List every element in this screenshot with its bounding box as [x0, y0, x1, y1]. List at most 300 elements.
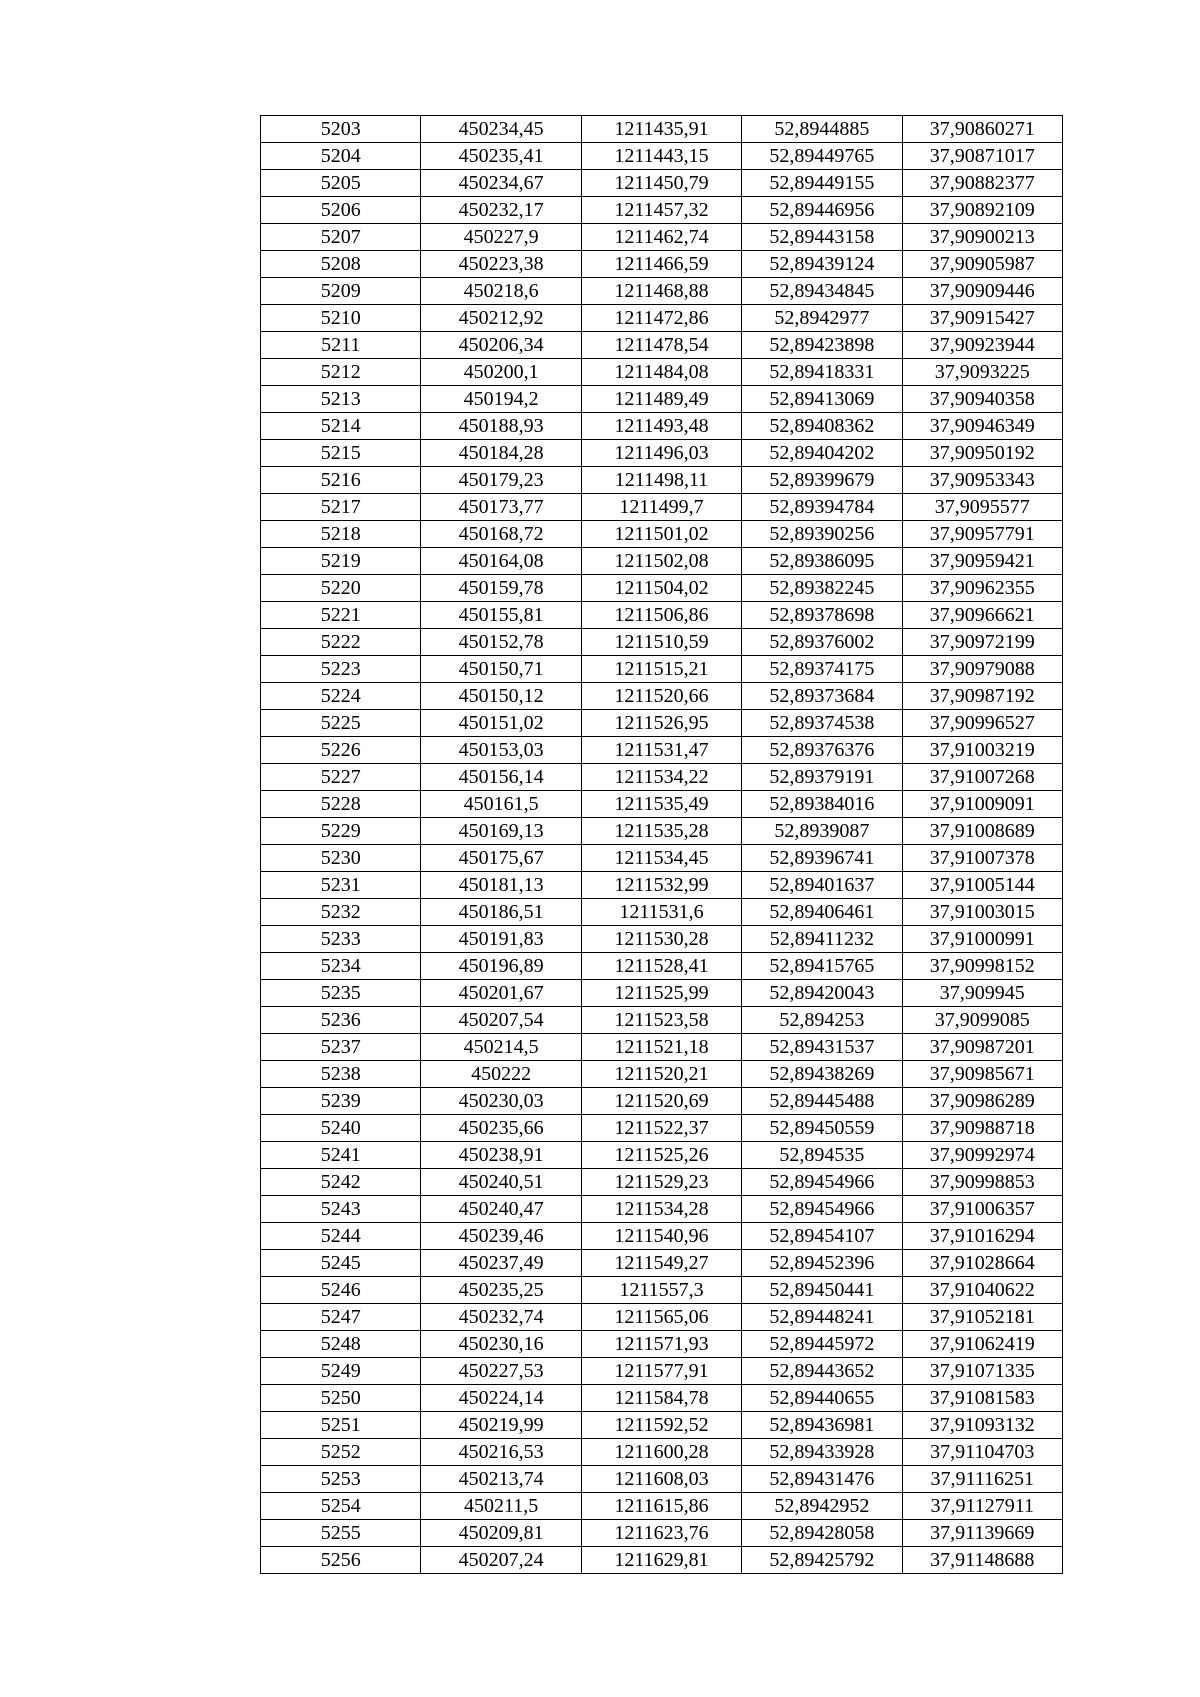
y-coordinate-cell: 1211443,15	[581, 143, 741, 170]
point-number-cell: 5245	[261, 1250, 421, 1277]
y-coordinate-cell: 1211510,59	[581, 629, 741, 656]
latitude-cell: 52,89431476	[742, 1466, 902, 1493]
latitude-cell: 52,89373684	[742, 683, 902, 710]
table-row	[261, 737, 1063, 764]
point-number-cell: 5204	[261, 143, 421, 170]
x-coordinate-cell: 450239,46	[421, 1223, 581, 1250]
x-coordinate-cell: 450159,78	[421, 575, 581, 602]
longitude-cell: 37,91040622	[902, 1277, 1062, 1304]
y-coordinate-cell: 1211549,27	[581, 1250, 741, 1277]
x-coordinate-cell: 450230,16	[421, 1331, 581, 1358]
point-number-cell: 5223	[261, 656, 421, 683]
y-coordinate-cell: 1211493,48	[581, 413, 741, 440]
longitude-cell: 37,91081583	[902, 1385, 1062, 1412]
longitude-cell: 37,91093132	[902, 1412, 1062, 1439]
longitude-cell: 37,91062419	[902, 1331, 1062, 1358]
table-row	[261, 170, 1063, 197]
latitude-cell: 52,89439124	[742, 251, 902, 278]
table-row	[261, 1520, 1063, 1547]
y-coordinate-cell: 1211435,91	[581, 116, 741, 143]
table-row	[261, 467, 1063, 494]
point-number-cell: 5218	[261, 521, 421, 548]
table-row	[261, 143, 1063, 170]
longitude-cell: 37,90962355	[902, 575, 1062, 602]
latitude-cell: 52,89423898	[742, 332, 902, 359]
table-row	[261, 980, 1063, 1007]
x-coordinate-cell: 450181,13	[421, 872, 581, 899]
longitude-cell: 37,90882377	[902, 170, 1062, 197]
latitude-cell: 52,894253	[742, 1007, 902, 1034]
y-coordinate-cell: 1211450,79	[581, 170, 741, 197]
x-coordinate-cell: 450150,71	[421, 656, 581, 683]
y-coordinate-cell: 1211523,58	[581, 1007, 741, 1034]
point-number-cell: 5203	[261, 116, 421, 143]
table-row	[261, 413, 1063, 440]
y-coordinate-cell: 1211531,47	[581, 737, 741, 764]
point-number-cell: 5210	[261, 305, 421, 332]
table-row	[261, 1331, 1063, 1358]
y-coordinate-cell: 1211466,59	[581, 251, 741, 278]
y-coordinate-cell: 1211532,99	[581, 872, 741, 899]
point-number-cell: 5249	[261, 1358, 421, 1385]
y-coordinate-cell: 1211496,03	[581, 440, 741, 467]
point-number-cell: 5217	[261, 494, 421, 521]
longitude-cell: 37,9095577	[902, 494, 1062, 521]
table-row	[261, 845, 1063, 872]
latitude-cell: 52,89443652	[742, 1358, 902, 1385]
x-coordinate-cell: 450232,74	[421, 1304, 581, 1331]
latitude-cell: 52,8942952	[742, 1493, 902, 1520]
longitude-cell: 37,90985671	[902, 1061, 1062, 1088]
longitude-cell: 37,91006357	[902, 1196, 1062, 1223]
y-coordinate-cell: 1211489,49	[581, 386, 741, 413]
y-coordinate-cell: 1211515,21	[581, 656, 741, 683]
y-coordinate-cell: 1211506,86	[581, 602, 741, 629]
x-coordinate-cell: 450155,81	[421, 602, 581, 629]
x-coordinate-cell: 450186,51	[421, 899, 581, 926]
latitude-cell: 52,89450559	[742, 1115, 902, 1142]
table-row	[261, 953, 1063, 980]
x-coordinate-cell: 450219,99	[421, 1412, 581, 1439]
table-row	[261, 548, 1063, 575]
longitude-cell: 37,90915427	[902, 305, 1062, 332]
x-coordinate-cell: 450194,2	[421, 386, 581, 413]
table-row	[261, 710, 1063, 737]
longitude-cell: 37,90992974	[902, 1142, 1062, 1169]
point-number-cell: 5247	[261, 1304, 421, 1331]
table-row	[261, 629, 1063, 656]
y-coordinate-cell: 1211520,66	[581, 683, 741, 710]
latitude-cell: 52,89415765	[742, 953, 902, 980]
table-row	[261, 818, 1063, 845]
latitude-cell: 52,89384016	[742, 791, 902, 818]
latitude-cell: 52,89446956	[742, 197, 902, 224]
longitude-cell: 37,91139669	[902, 1520, 1062, 1547]
latitude-cell: 52,89379191	[742, 764, 902, 791]
point-number-cell: 5213	[261, 386, 421, 413]
x-coordinate-cell: 450200,1	[421, 359, 581, 386]
table-row	[261, 1196, 1063, 1223]
point-number-cell: 5209	[261, 278, 421, 305]
longitude-cell: 37,90959421	[902, 548, 1062, 575]
latitude-cell: 52,89428058	[742, 1520, 902, 1547]
x-coordinate-cell: 450240,47	[421, 1196, 581, 1223]
latitude-cell: 52,89399679	[742, 467, 902, 494]
y-coordinate-cell: 1211540,96	[581, 1223, 741, 1250]
point-number-cell: 5229	[261, 818, 421, 845]
latitude-cell: 52,8939087	[742, 818, 902, 845]
point-number-cell: 5220	[261, 575, 421, 602]
longitude-cell: 37,91003015	[902, 899, 1062, 926]
longitude-cell: 37,90996527	[902, 710, 1062, 737]
point-number-cell: 5224	[261, 683, 421, 710]
point-number-cell: 5252	[261, 1439, 421, 1466]
x-coordinate-cell: 450227,9	[421, 224, 581, 251]
latitude-cell: 52,89418331	[742, 359, 902, 386]
latitude-cell: 52,89448241	[742, 1304, 902, 1331]
latitude-cell: 52,89374538	[742, 710, 902, 737]
y-coordinate-cell: 1211502,08	[581, 548, 741, 575]
point-number-cell: 5221	[261, 602, 421, 629]
x-coordinate-cell: 450209,81	[421, 1520, 581, 1547]
longitude-cell: 37,90950192	[902, 440, 1062, 467]
y-coordinate-cell: 1211499,7	[581, 494, 741, 521]
latitude-cell: 52,89408362	[742, 413, 902, 440]
x-coordinate-cell: 450164,08	[421, 548, 581, 575]
point-number-cell: 5246	[261, 1277, 421, 1304]
table-row	[261, 386, 1063, 413]
latitude-cell: 52,89436981	[742, 1412, 902, 1439]
x-coordinate-cell: 450213,74	[421, 1466, 581, 1493]
y-coordinate-cell: 1211629,81	[581, 1547, 741, 1574]
point-number-cell: 5251	[261, 1412, 421, 1439]
latitude-cell: 52,89434845	[742, 278, 902, 305]
latitude-cell: 52,89454966	[742, 1196, 902, 1223]
y-coordinate-cell: 1211504,02	[581, 575, 741, 602]
x-coordinate-cell: 450173,77	[421, 494, 581, 521]
y-coordinate-cell: 1211535,28	[581, 818, 741, 845]
longitude-cell: 37,91003219	[902, 737, 1062, 764]
longitude-cell: 37,91009091	[902, 791, 1062, 818]
y-coordinate-cell: 1211526,95	[581, 710, 741, 737]
longitude-cell: 37,90972199	[902, 629, 1062, 656]
table-row	[261, 656, 1063, 683]
x-coordinate-cell: 450211,5	[421, 1493, 581, 1520]
latitude-cell: 52,89390256	[742, 521, 902, 548]
x-coordinate-cell: 450191,83	[421, 926, 581, 953]
longitude-cell: 37,91116251	[902, 1466, 1062, 1493]
table-row	[261, 1385, 1063, 1412]
longitude-cell: 37,91071335	[902, 1358, 1062, 1385]
x-coordinate-cell: 450216,53	[421, 1439, 581, 1466]
point-number-cell: 5237	[261, 1034, 421, 1061]
y-coordinate-cell: 1211528,41	[581, 953, 741, 980]
longitude-cell: 37,90953343	[902, 467, 1062, 494]
table-row	[261, 494, 1063, 521]
table-row	[261, 764, 1063, 791]
y-coordinate-cell: 1211484,08	[581, 359, 741, 386]
y-coordinate-cell: 1211600,28	[581, 1439, 741, 1466]
x-coordinate-cell: 450207,24	[421, 1547, 581, 1574]
table-row	[261, 224, 1063, 251]
table-row	[261, 197, 1063, 224]
point-number-cell: 5225	[261, 710, 421, 737]
point-number-cell: 5206	[261, 197, 421, 224]
point-number-cell: 5236	[261, 1007, 421, 1034]
y-coordinate-cell: 1211557,3	[581, 1277, 741, 1304]
latitude-cell: 52,89433928	[742, 1439, 902, 1466]
latitude-cell: 52,89454107	[742, 1223, 902, 1250]
table-row	[261, 1304, 1063, 1331]
y-coordinate-cell: 1211531,6	[581, 899, 741, 926]
point-number-cell: 5226	[261, 737, 421, 764]
latitude-cell: 52,89425792	[742, 1547, 902, 1574]
longitude-cell: 37,91104703	[902, 1439, 1062, 1466]
latitude-cell: 52,89445972	[742, 1331, 902, 1358]
point-number-cell: 5233	[261, 926, 421, 953]
x-coordinate-cell: 450153,03	[421, 737, 581, 764]
x-coordinate-cell: 450227,53	[421, 1358, 581, 1385]
point-number-cell: 5230	[261, 845, 421, 872]
latitude-cell: 52,894535	[742, 1142, 902, 1169]
x-coordinate-cell: 450240,51	[421, 1169, 581, 1196]
table-row	[261, 791, 1063, 818]
table-row	[261, 305, 1063, 332]
latitude-cell: 52,89440655	[742, 1385, 902, 1412]
table-row	[261, 278, 1063, 305]
longitude-cell: 37,90988718	[902, 1115, 1062, 1142]
point-number-cell: 5248	[261, 1331, 421, 1358]
longitude-cell: 37,90900213	[902, 224, 1062, 251]
latitude-cell: 52,89378698	[742, 602, 902, 629]
table-row	[261, 359, 1063, 386]
y-coordinate-cell: 1211472,86	[581, 305, 741, 332]
table-row	[261, 602, 1063, 629]
x-coordinate-cell: 450218,6	[421, 278, 581, 305]
y-coordinate-cell: 1211498,11	[581, 467, 741, 494]
point-number-cell: 5250	[261, 1385, 421, 1412]
longitude-cell: 37,91052181	[902, 1304, 1062, 1331]
x-coordinate-cell: 450156,14	[421, 764, 581, 791]
point-number-cell: 5216	[261, 467, 421, 494]
latitude-cell: 52,89382245	[742, 575, 902, 602]
table-row	[261, 1088, 1063, 1115]
latitude-cell: 52,89452396	[742, 1250, 902, 1277]
x-coordinate-cell: 450223,38	[421, 251, 581, 278]
point-number-cell: 5253	[261, 1466, 421, 1493]
y-coordinate-cell: 1211522,37	[581, 1115, 741, 1142]
longitude-cell: 37,91127911	[902, 1493, 1062, 1520]
y-coordinate-cell: 1211592,52	[581, 1412, 741, 1439]
x-coordinate-cell: 450188,93	[421, 413, 581, 440]
x-coordinate-cell: 450214,5	[421, 1034, 581, 1061]
x-coordinate-cell: 450196,89	[421, 953, 581, 980]
y-coordinate-cell: 1211521,18	[581, 1034, 741, 1061]
y-coordinate-cell: 1211468,88	[581, 278, 741, 305]
point-number-cell: 5205	[261, 170, 421, 197]
point-number-cell: 5238	[261, 1061, 421, 1088]
latitude-cell: 52,89411232	[742, 926, 902, 953]
y-coordinate-cell: 1211615,86	[581, 1493, 741, 1520]
y-coordinate-cell: 1211577,91	[581, 1358, 741, 1385]
latitude-cell: 52,89376002	[742, 629, 902, 656]
table-row	[261, 251, 1063, 278]
table-row	[261, 1223, 1063, 1250]
y-coordinate-cell: 1211535,49	[581, 791, 741, 818]
point-number-cell: 5227	[261, 764, 421, 791]
longitude-cell: 37,90987201	[902, 1034, 1062, 1061]
table-row	[261, 872, 1063, 899]
longitude-cell: 37,90871017	[902, 143, 1062, 170]
table-row	[261, 1439, 1063, 1466]
x-coordinate-cell: 450237,49	[421, 1250, 581, 1277]
y-coordinate-cell: 1211501,02	[581, 521, 741, 548]
latitude-cell: 52,89450441	[742, 1277, 902, 1304]
point-number-cell: 5256	[261, 1547, 421, 1574]
x-coordinate-cell: 450207,54	[421, 1007, 581, 1034]
x-coordinate-cell: 450201,67	[421, 980, 581, 1007]
y-coordinate-cell: 1211534,28	[581, 1196, 741, 1223]
latitude-cell: 52,8944885	[742, 116, 902, 143]
latitude-cell: 52,89401637	[742, 872, 902, 899]
point-number-cell: 5235	[261, 980, 421, 1007]
latitude-cell: 52,89454966	[742, 1169, 902, 1196]
x-coordinate-cell: 450179,23	[421, 467, 581, 494]
y-coordinate-cell: 1211530,28	[581, 926, 741, 953]
table-row	[261, 1007, 1063, 1034]
table-row	[261, 1358, 1063, 1385]
longitude-cell: 37,91000991	[902, 926, 1062, 953]
point-number-cell: 5214	[261, 413, 421, 440]
longitude-cell: 37,90946349	[902, 413, 1062, 440]
x-coordinate-cell: 450238,91	[421, 1142, 581, 1169]
point-number-cell: 5254	[261, 1493, 421, 1520]
x-coordinate-cell: 450230,03	[421, 1088, 581, 1115]
table-row	[261, 1412, 1063, 1439]
y-coordinate-cell: 1211462,74	[581, 224, 741, 251]
point-number-cell: 5232	[261, 899, 421, 926]
x-coordinate-cell: 450152,78	[421, 629, 581, 656]
x-coordinate-cell: 450222	[421, 1061, 581, 1088]
point-number-cell: 5215	[261, 440, 421, 467]
table-row	[261, 926, 1063, 953]
x-coordinate-cell: 450212,92	[421, 305, 581, 332]
longitude-cell: 37,91148688	[902, 1547, 1062, 1574]
y-coordinate-cell: 1211529,23	[581, 1169, 741, 1196]
y-coordinate-cell: 1211534,22	[581, 764, 741, 791]
point-number-cell: 5241	[261, 1142, 421, 1169]
x-coordinate-cell: 450175,67	[421, 845, 581, 872]
table-row	[261, 116, 1063, 143]
longitude-cell: 37,91007378	[902, 845, 1062, 872]
point-number-cell: 5212	[261, 359, 421, 386]
longitude-cell: 37,90998853	[902, 1169, 1062, 1196]
table-row	[261, 521, 1063, 548]
longitude-cell: 37,90987192	[902, 683, 1062, 710]
latitude-cell: 52,89438269	[742, 1061, 902, 1088]
longitude-cell: 37,91028664	[902, 1250, 1062, 1277]
latitude-cell: 52,89396741	[742, 845, 902, 872]
latitude-cell: 52,89420043	[742, 980, 902, 1007]
point-number-cell: 5239	[261, 1088, 421, 1115]
x-coordinate-cell: 450151,02	[421, 710, 581, 737]
latitude-cell: 52,89413069	[742, 386, 902, 413]
table-row	[261, 1061, 1063, 1088]
latitude-cell: 52,89404202	[742, 440, 902, 467]
point-number-cell: 5231	[261, 872, 421, 899]
x-coordinate-cell: 450235,25	[421, 1277, 581, 1304]
longitude-cell: 37,9099085	[902, 1007, 1062, 1034]
table-row	[261, 899, 1063, 926]
y-coordinate-cell: 1211534,45	[581, 845, 741, 872]
point-number-cell: 5222	[261, 629, 421, 656]
point-number-cell: 5243	[261, 1196, 421, 1223]
y-coordinate-cell: 1211457,32	[581, 197, 741, 224]
y-coordinate-cell: 1211608,03	[581, 1466, 741, 1493]
latitude-cell: 52,89376376	[742, 737, 902, 764]
point-number-cell: 5208	[261, 251, 421, 278]
latitude-cell: 52,8942977	[742, 305, 902, 332]
table-row	[261, 1277, 1063, 1304]
y-coordinate-cell: 1211520,69	[581, 1088, 741, 1115]
x-coordinate-cell: 450234,67	[421, 170, 581, 197]
latitude-cell: 52,89443158	[742, 224, 902, 251]
longitude-cell: 37,90905987	[902, 251, 1062, 278]
latitude-cell: 52,89394784	[742, 494, 902, 521]
x-coordinate-cell: 450234,45	[421, 116, 581, 143]
latitude-cell: 52,89449155	[742, 170, 902, 197]
y-coordinate-cell: 1211565,06	[581, 1304, 741, 1331]
longitude-cell: 37,91016294	[902, 1223, 1062, 1250]
x-coordinate-cell: 450232,17	[421, 197, 581, 224]
y-coordinate-cell: 1211525,99	[581, 980, 741, 1007]
coordinates-table	[260, 115, 1063, 1574]
point-number-cell: 5211	[261, 332, 421, 359]
point-number-cell: 5242	[261, 1169, 421, 1196]
point-number-cell: 5244	[261, 1223, 421, 1250]
y-coordinate-cell: 1211571,93	[581, 1331, 741, 1358]
latitude-cell: 52,89449765	[742, 143, 902, 170]
latitude-cell: 52,89374175	[742, 656, 902, 683]
longitude-cell: 37,91005144	[902, 872, 1062, 899]
longitude-cell: 37,90923944	[902, 332, 1062, 359]
x-coordinate-cell: 450168,72	[421, 521, 581, 548]
longitude-cell: 37,909945	[902, 980, 1062, 1007]
x-coordinate-cell: 450235,41	[421, 143, 581, 170]
x-coordinate-cell: 450235,66	[421, 1115, 581, 1142]
y-coordinate-cell: 1211520,21	[581, 1061, 741, 1088]
longitude-cell: 37,91007268	[902, 764, 1062, 791]
longitude-cell: 37,91008689	[902, 818, 1062, 845]
table-row	[261, 1142, 1063, 1169]
point-number-cell: 5219	[261, 548, 421, 575]
table-row	[261, 440, 1063, 467]
table-row	[261, 1115, 1063, 1142]
point-number-cell: 5228	[261, 791, 421, 818]
table-row	[261, 1250, 1063, 1277]
latitude-cell: 52,89406461	[742, 899, 902, 926]
y-coordinate-cell: 1211584,78	[581, 1385, 741, 1412]
longitude-cell: 37,90957791	[902, 521, 1062, 548]
point-number-cell: 5240	[261, 1115, 421, 1142]
table-row	[261, 1466, 1063, 1493]
point-number-cell: 5255	[261, 1520, 421, 1547]
x-coordinate-cell: 450206,34	[421, 332, 581, 359]
coordinates-table-body	[261, 116, 1063, 1574]
point-number-cell: 5234	[261, 953, 421, 980]
y-coordinate-cell: 1211623,76	[581, 1520, 741, 1547]
x-coordinate-cell: 450169,13	[421, 818, 581, 845]
